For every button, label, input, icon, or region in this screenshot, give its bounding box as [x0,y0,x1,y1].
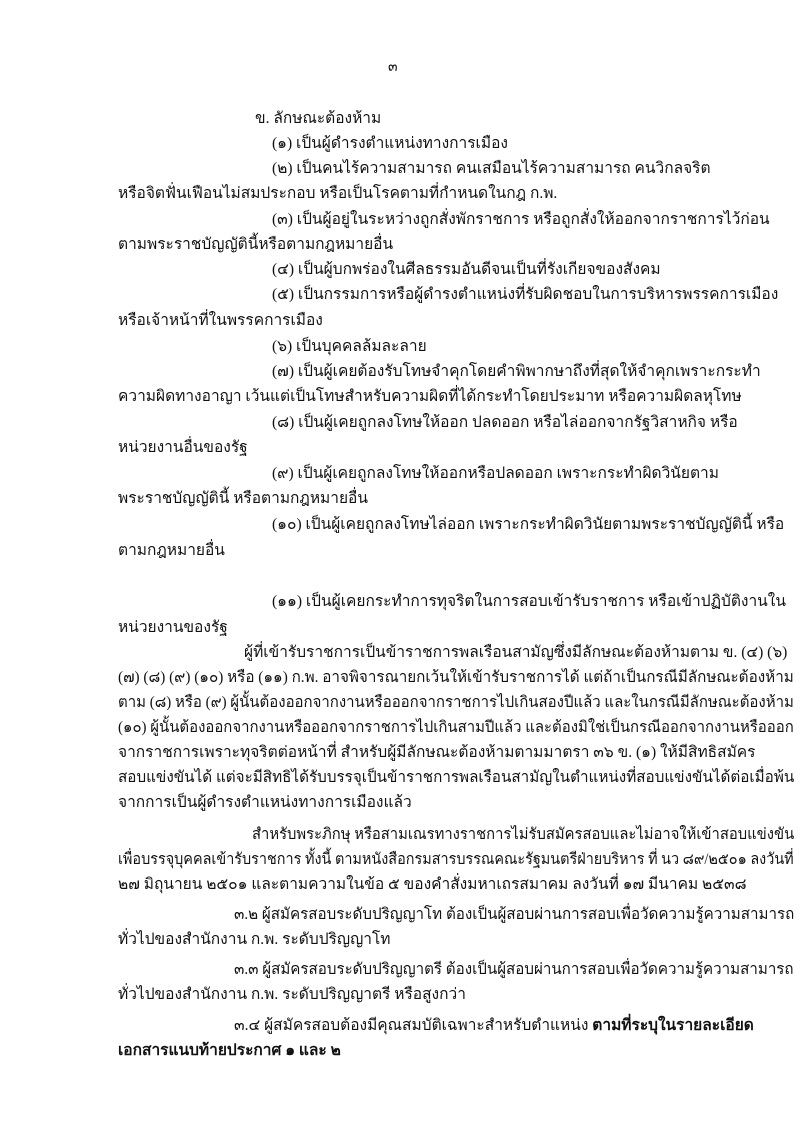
item-1-line-1: (๑) เป็นผู้ดำรงตำแหน่งทางการเมือง [272,135,508,152]
item-8-line-1: (๘) เป็นผู้เคยถูกลงโทษให้ออก ปลดออก หรือไล่ออกจากรัฐวิสาหกิจ หรือ [272,414,738,431]
clause-3-2-line-2: ทั่วไปของสำนักงาน ก.พ. ระดับปริญญาโท [118,931,391,948]
item-3-line-1: (๓) เป็นผู้อยู่ในระหว่างถูกสั่งพักราชการ หรือถูกสั่งให้ออกจากราชการไว้ก่อน [272,211,770,228]
item-10-line-1: (๑๐) เป็นผู้เคยถูกลงโทษไล่ออก เพราะกระทำผิดวินัยตามพระราชบัญญัตินี้ หรือ [272,516,785,533]
clause-3-2-line-1: ๓.๒ ผู้สมัครสอบระดับปริญญาโท ต้องเป็นผู้สอบผ่านการสอบเพื่อวัดความรู้ความสามารถ [234,906,795,923]
item-9-line-2: พระราชบัญญัตินี้ หรือตามกฎหมายอื่น [118,490,368,507]
clause-3-4-bold-1: ตามที่ระบุในรายละเอียด [592,1017,754,1034]
page-number: ๓ [388,60,398,75]
exemption-para-line-2: (๗) (๘) (๙) (๑๐) หรือ (๑๑) ก.พ. อาจพิจารณายกเว้นให้เข้ารับราชการได้ แต่ถ้าเป็นกรณีมีลักษณะต้องห้าม [118,669,794,686]
item-2-line-2: หรือจิตฟั่นเฟือนไม่สมประกอบ หรือเป็นโรคตามที่กำหนดในกฎ ก.พ. [118,185,558,202]
exemption-para-line-6: สอบแข่งขันได้ แต่จะมีสิทธิได้รับบรรจุเป็นข้าราชการพลเรือนสามัญในตำแหน่งที่สอบแข่งขันได้ต่อเมื่อพ้น [118,769,795,786]
item-3-line-2: ตามพระราชบัญญัตินี้หรือตามกฎหมายอื่น [118,236,394,253]
monk-para-line-1: สำหรับพระภิกษุ หรือสามเณรทางราชการไม่รับสมัครสอบและไม่อาจให้เข้าสอบแข่งขัน [252,826,795,843]
clause-3-4-bold-2: เอกสารแนบท้ายประกาศ ๑ และ ๒ [118,1042,341,1059]
item-6-line-1: (๖) เป็นบุคคลล้มละลาย [272,338,427,355]
exemption-para-line-1: ผู้ที่เข้ารับราชการเป็นข้าราชการพลเรือนสามัญซึ่งมีลักษณะต้องห้ามตาม ข. (๔) (๖) [244,644,788,661]
item-5-line-1: (๕) เป็นกรรมการหรือผู้ดำรงตำแหน่งที่รับผิดชอบในการบริหารพรรคการเมือง [272,286,779,303]
exemption-para-line-3: ตาม (๘) หรือ (๙) ผู้นั้นต้องออกจากงานหรือออกจากราชการไปเกินสองปีแล้ว และในกรณีมีลักษณะต้องห้าม [118,694,794,711]
item-7-line-1: (๗) เป็นผู้เคยต้องรับโทษจำคุกโดยคำพิพากษาถึงที่สุดให้จำคุกเพราะกระทำ [272,363,761,380]
clause-3-4-lead: ๓.๔ ผู้สมัครสอบต้องมีคุณสมบัติเฉพาะสำหรับตำแหน่ง [234,1017,593,1034]
exemption-para-line-5: จากราชการเพราะทุจริตต่อหน้าที่ สำหรับผู้มีลักษณะต้องห้ามตามมาตรา ๓๖ ข. (๑) ให้มีสิทธิสมัคร [118,744,756,761]
clause-3-3-line-2: ทั่วไปของสำนักงาน ก.พ. ระดับปริญญาตรี หรือสูงกว่า [118,986,466,1003]
item-9-line-1: (๙) เป็นผู้เคยถูกลงโทษให้ออกหรือปลดออก เพราะกระทำผิดวินัยตาม [272,465,719,482]
clause-3-4-line-1 [234,1016,754,1036]
exemption-para-line-4: (๑๐) ผู้นั้นต้องออกจากงานหรือออกจากราชการไปเกินสามปีแล้ว และต้องมิใช่เป็นกรณีออกจากงานหรือออก [118,719,794,736]
monk-para-line-3: ๒๗ มิถุนายน ๒๕๐๑ และตามความในข้อ ๕ ของคำสั่งมหาเถรสมาคม ลงวันที่ ๑๗ มีนาคม ๒๕๓๘ [118,876,747,893]
item-8-line-2: หน่วยงานอื่นของรัฐ [118,439,248,456]
monk-para-line-2: เพื่อบรรจุบุคคลเข้ารับราชการ ทั้งนี้ ตามหนังสือกรมสารบรรณคณะรัฐมนตรีฝ่ายบริหาร ที่ นว ๘๙/๒๕๐๑ ลงวันที่ [118,851,794,868]
item-2-line-1: (๒) เป็นคนไร้ความสามารถ คนเสมือนไร้ความสามารถ คนวิกลจริต [272,160,711,177]
section-heading: ข. ลักษณะต้องห้าม [255,110,382,127]
item-5-line-2: หรือเจ้าหน้าที่ในพรรคการเมือง [118,312,323,329]
item-11-line-2: หน่วยงานของรัฐ [118,619,228,636]
exemption-para-line-7: จากการเป็นผู้ดำรงตำแหน่งทางการเมืองแล้ว [118,794,412,811]
item-10-line-2: ตามกฎหมายอื่น [118,542,225,559]
item-11-line-1: (๑๑) เป็นผู้เคยกระทำการทุจริตในการสอบเข้ารับราชการ หรือเข้าปฏิบัติงานใน [272,593,786,610]
clause-3-3-line-1: ๓.๓ ผู้สมัครสอบระดับปริญญาตรี ต้องเป็นผู้สอบผ่านการสอบเพื่อวัดความรู้ความสามารถ [234,961,794,978]
item-7-line-2: ความผิดทางอาญา เว้นแต่เป็นโทษสำหรับความผิดที่ได้กระทำโดยประมาท หรือความผิดลหุโทษ [118,388,742,405]
item-4-line-1: (๔) เป็นผู้บกพร่องในศีลธรรมอันดีจนเป็นที่รังเกียจของสังคม [272,261,661,278]
